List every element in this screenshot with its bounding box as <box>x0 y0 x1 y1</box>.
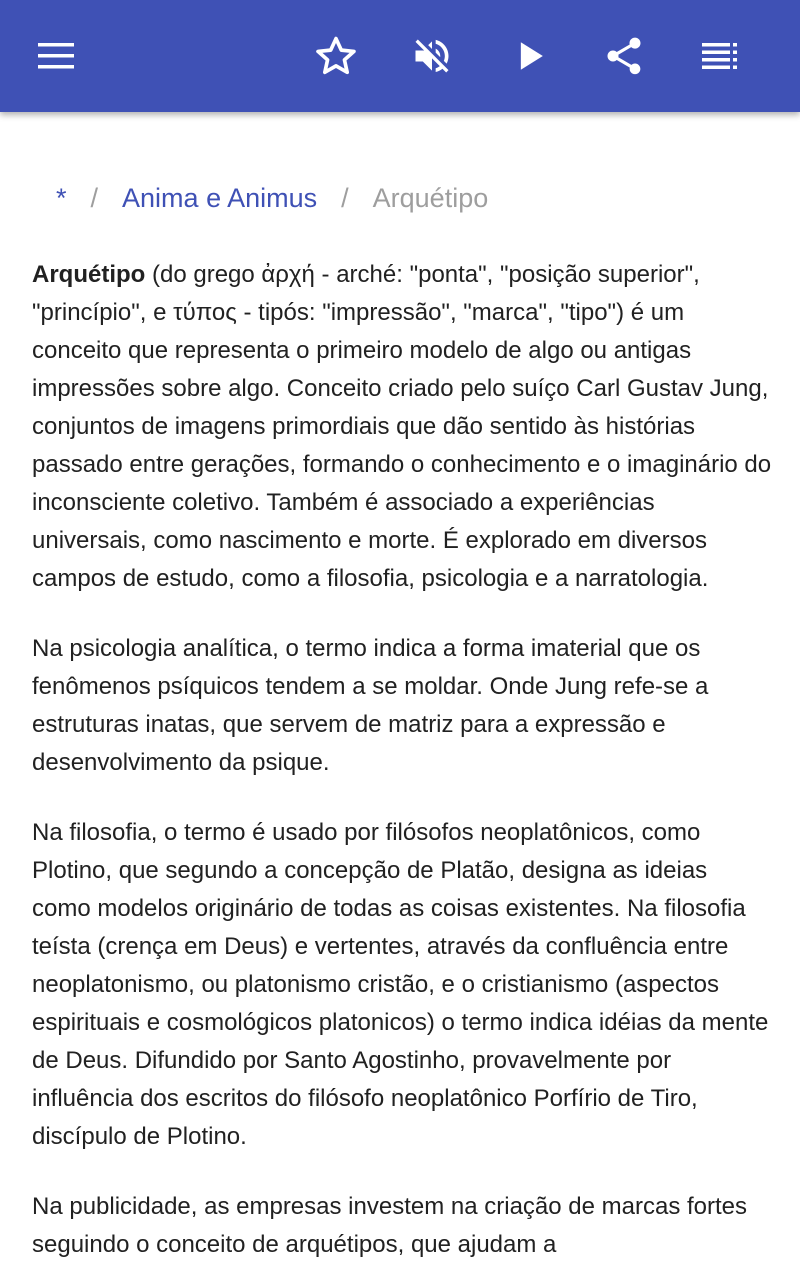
play-icon <box>508 34 552 78</box>
share-button[interactable] <box>584 16 664 96</box>
menu-button[interactable] <box>16 16 96 96</box>
favorite-button[interactable] <box>296 16 376 96</box>
breadcrumb-separator: / <box>341 183 349 213</box>
play-button[interactable] <box>490 16 570 96</box>
breadcrumb <box>56 180 488 216</box>
share-icon <box>602 34 646 78</box>
article-term: Arquétipo <box>32 261 146 288</box>
breadcrumb-separator: / <box>90 183 99 213</box>
article-paragraph: Na psicologia analítica, o termo indica a forma imaterial que os fenômenos psíquicos tendem a se moldar. Onde Jung refe-se a estruturas inatas, que servem de matriz para a expressão e desenvolvimento da psique. <box>32 635 709 776</box>
article-body <box>32 256 772 1280</box>
article-paragraph: Na filosofia, o termo é usado por filósofos neoplatônicos, como Plotino, que segundo a concepção de Platão, designa as ideias como modelos originário de todas as coisas existentes. Na filosofia teísta (crença em Deus) e vertentes, através da confluência entre neoplatonismo, ou platonismo cristão, e o cristianismo (aspectos espirituais e cosmológicos platonicos) o termo indica idéias da mente de Deus. Difundido por Santo Agostinho, provavelmente por influência dos escritos do filósofo neoplatônico Porfírio de Tiro, discípulo de Plotino. <box>32 819 769 1150</box>
article-paragraph-text: (do grego ἀρχή - arché: "ponta", "posição superior", "princípio", e τύπος - tipós: "impressão", "marca", "tipo") é um conceito que representa o primeiro modelo de algo ou antigas impressões sobre algo. Conceito criado pelo suíço Carl Gustav Jung, conjuntos de imagens primordiais que dão sentido às histórias passado entre gerações, formando o conhecimento e o imaginário do inconsciente coletivo. Também é associado a experiências universais, como nascimento e morte. É explorado em diversos campos de estudo, como a filosofia, psicologia e a narratologia. <box>32 261 772 592</box>
volume-off-icon <box>410 34 454 78</box>
article-content[interactable] <box>0 112 800 1280</box>
star-outline-icon <box>314 34 358 78</box>
breadcrumb-parent-link[interactable]: Anima e Animus <box>122 183 318 213</box>
app-toolbar <box>0 0 800 112</box>
breadcrumb-home-link[interactable]: * <box>56 183 67 213</box>
mute-button[interactable] <box>392 16 472 96</box>
table-of-contents-icon <box>700 36 740 76</box>
article-paragraph: Na publicidade, as empresas investem na criação de marcas fortes seguindo o conceito de arquétipos, que ajudam a <box>32 1193 748 1258</box>
article-paragraph <box>32 256 772 598</box>
hamburger-menu-icon <box>36 36 76 76</box>
breadcrumb-current: Arquétipo <box>372 183 489 213</box>
contents-button[interactable] <box>680 16 760 96</box>
